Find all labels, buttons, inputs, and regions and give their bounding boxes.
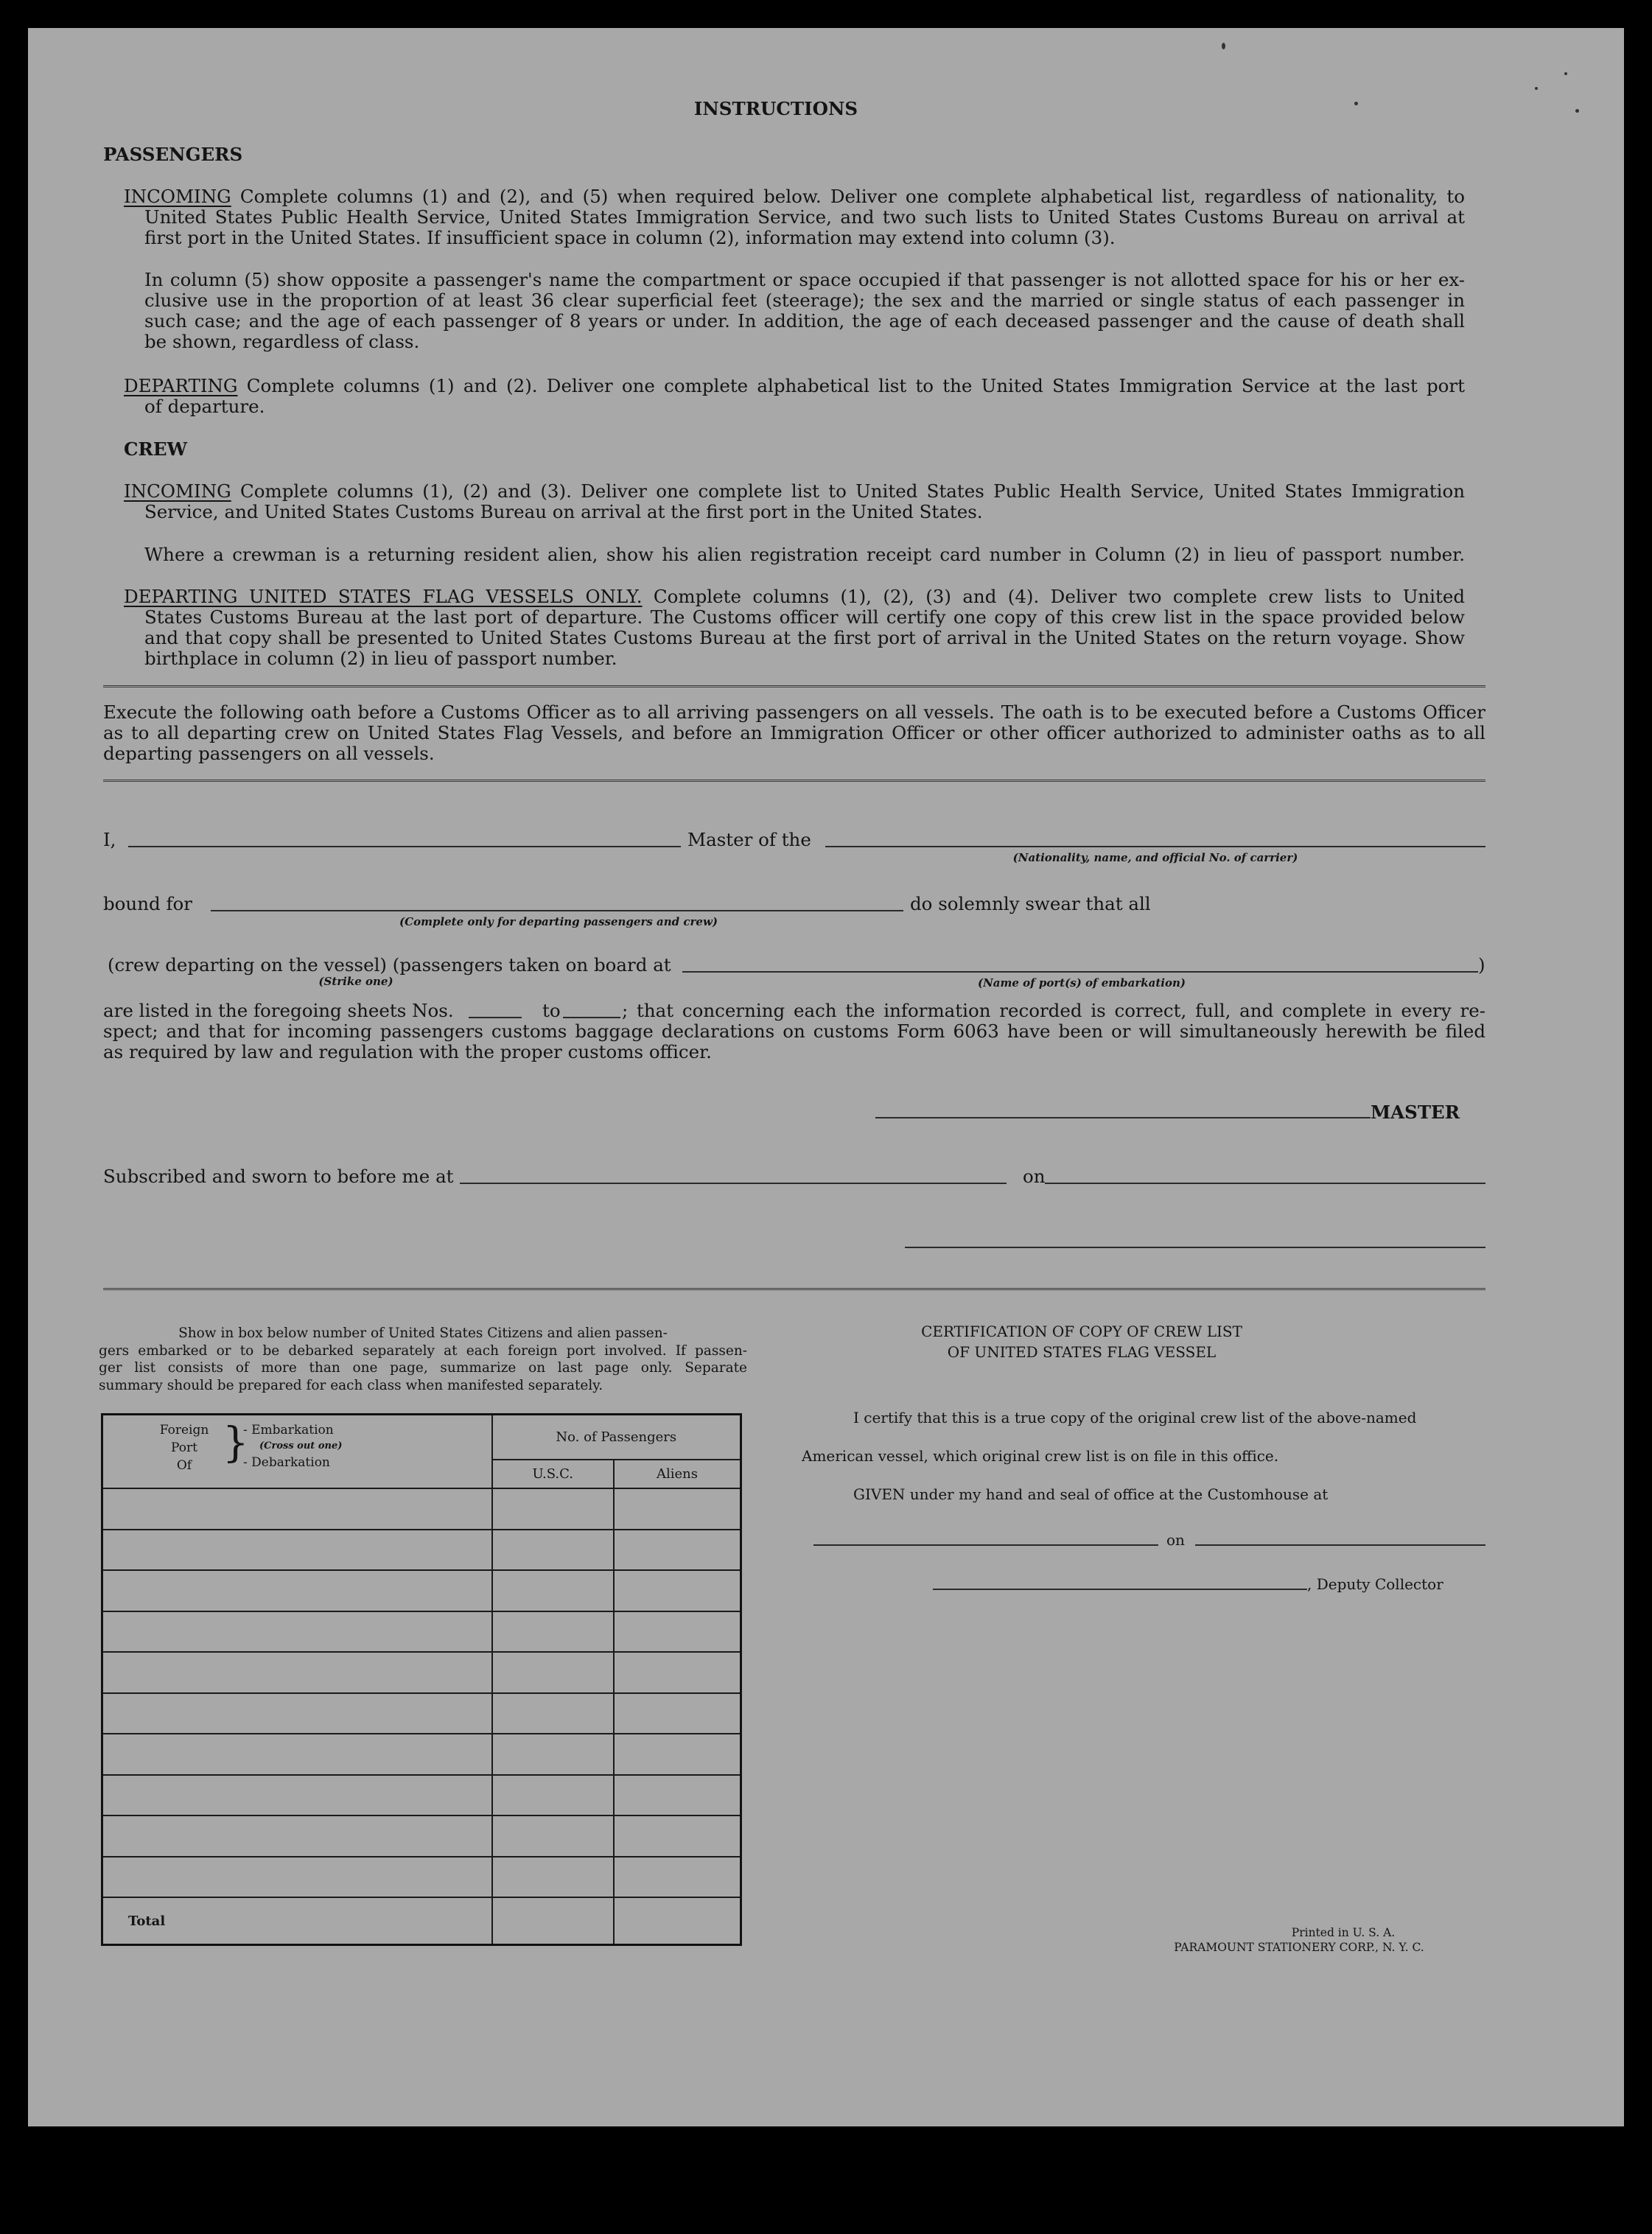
divider [103, 685, 1485, 690]
scan-speck [1564, 72, 1567, 75]
port-cell[interactable] [102, 1734, 492, 1775]
total-label: Total [102, 1897, 492, 1945]
oath-instruction-line: as to all departing crew on United States Flag Vessels, and before an Immigration Officer or other officer authorized to administer oaths as to all [103, 722, 1485, 743]
flag-line: and that copy shall be presented to United States Customs Bureau at the first port of arrival in the United States on the return voyage. Show [144, 627, 1465, 648]
table-row [102, 1530, 741, 1571]
aliens-cell[interactable] [614, 1775, 741, 1816]
port-cell[interactable] [102, 1857, 492, 1898]
subscribed-label: Subscribed and sworn to before me at [103, 1166, 454, 1187]
table-row [102, 1611, 741, 1653]
flag-vessels-paragraph: DEPARTING UNITED STATES FLAG VESSELS ONLY. Complete columns (1), (2), (3) and (4). Deliver two complete crew lists to United [124, 586, 1466, 607]
table-row [102, 1857, 741, 1898]
aliens-cell[interactable] [614, 1611, 741, 1653]
listed-text: spect; and that for incoming passengers customs baggage declarations on customs Form 6063 have been or will simultaneously herewith be filed [103, 1020, 1485, 1042]
document-page [28, 28, 1624, 2126]
divider [103, 780, 1485, 784]
i-label: I, [103, 829, 116, 850]
master-signature-field[interactable] [875, 1117, 1371, 1118]
flag-line: States Customs Bureau at the last port of departure. The Customs officer will certify one copy of this crew list in the space provided below [144, 606, 1465, 628]
on-label: on [1023, 1166, 1046, 1187]
usc-cell[interactable] [492, 1693, 615, 1734]
col5-line: be shown, regardless of class. [144, 331, 420, 352]
nationality-caption: (Nationality, name, and official No. of carrier) [1012, 851, 1298, 864]
aliens-cell[interactable] [614, 1530, 741, 1571]
instructions-heading: INSTRUCTIONS [693, 98, 858, 119]
port-field[interactable] [682, 971, 1478, 973]
master-of-label: Master of the [687, 829, 811, 850]
incoming-line: United States Public Health Service, United States Immigration Service, and two such lists to United States Customs Bureau on arrival at [144, 206, 1465, 228]
cert-date-field[interactable] [1195, 1544, 1485, 1546]
total-aliens-cell[interactable] [614, 1897, 741, 1945]
sheet-from-field[interactable] [469, 1017, 522, 1018]
deputy-signature-field[interactable] [933, 1589, 1307, 1590]
usc-header: U.S.C. [492, 1460, 615, 1488]
port-cell[interactable] [102, 1570, 492, 1611]
usc-cell[interactable] [492, 1488, 615, 1530]
passenger-summary-table [101, 1413, 742, 1946]
of-label: Of [176, 1458, 192, 1473]
listed-to: to [542, 1000, 561, 1021]
port-cell[interactable] [102, 1611, 492, 1653]
bound-for-label: bound for [103, 893, 192, 914]
flag-line: birthplace in column (2) in lieu of passport number. [144, 648, 617, 669]
aliens-cell[interactable] [614, 1570, 741, 1611]
given-line: GIVEN under my hand and seal of office at the Customhouse at [853, 1485, 1329, 1503]
table-row [102, 1775, 741, 1816]
departing-line: of departure. [144, 396, 265, 417]
certification-title: CERTIFICATION OF COPY OF CREW LIST OF UNITED STATES FLAG VESSEL [921, 1323, 1242, 1361]
crew-incoming-paragraph: INCOMING Complete columns (1), (2) and (3). Deliver one complete list to United States Public Health Service, United States Immigration [124, 480, 1466, 502]
scan-speck [1535, 87, 1538, 90]
scan-speck [1575, 109, 1579, 113]
carrier-field[interactable] [825, 846, 1485, 847]
sheet-to-field[interactable] [563, 1017, 620, 1018]
table-row [102, 1815, 741, 1857]
col5-line: In column (5) show opposite a passenger's name the compartment or space occupied if that passenger is not allotted space for his or her ex- [144, 269, 1465, 290]
crew-heading: CREW [124, 438, 188, 460]
aliens-cell[interactable] [614, 1734, 741, 1775]
certify-line: American vessel, which original crew list is on file in this office. [802, 1447, 1279, 1465]
sworn-date-field[interactable] [1045, 1183, 1485, 1184]
crewman-line: Where a crewman is a returning resident alien, show his alien registration receipt card number in Column (2) in lieu of passport number. [144, 544, 1465, 565]
usc-cell[interactable] [492, 1611, 615, 1653]
usc-cell[interactable] [492, 1775, 615, 1816]
table-row [102, 1693, 741, 1734]
deputy-collector-label: , Deputy Collector [1307, 1575, 1443, 1593]
master-label: MASTER [1371, 1102, 1460, 1123]
passengers-heading: PASSENGERS [103, 144, 243, 165]
table-row [102, 1734, 741, 1775]
usc-cell[interactable] [492, 1652, 615, 1693]
crew-departing-label: (crew departing on the vessel) (passengers taken on board at [108, 954, 671, 976]
usc-cell[interactable] [492, 1570, 615, 1611]
oath-instruction-line: departing passengers on all vessels. [103, 743, 435, 764]
printer-imprint: Printed in U. S. A. PARAMOUNT STATIONERY CORP., N. Y. C. [1174, 1926, 1424, 1954]
table-row [102, 1570, 741, 1611]
port-cell[interactable] [102, 1530, 492, 1571]
no-of-passengers-header: No. of Passengers [492, 1415, 741, 1460]
brace-icon: } [223, 1419, 249, 1467]
total-usc-cell[interactable] [492, 1897, 615, 1945]
passengers-incoming-paragraph: INCOMING Complete columns (1) and (2), and (5) when required below. Deliver one complete alphabetical list, regardless of nationality, to [124, 186, 1465, 207]
table-row [102, 1488, 741, 1530]
col5-line: clusive use in the proportion of at least 36 clear superficial feet (steerage); the sex and the married or single status of each passenger in [144, 290, 1465, 311]
divider [103, 1288, 1485, 1292]
port-cell[interactable] [102, 1652, 492, 1693]
aliens-cell[interactable] [614, 1652, 741, 1693]
usc-cell[interactable] [492, 1530, 615, 1571]
incoming-label: INCOMING [124, 186, 231, 207]
crew-incoming-line: Service, and United States Customs Bureau on arrival at the first port in the United States. [144, 501, 983, 522]
oath-instruction-line: Execute the following oath before a Customs Officer as to all arriving passengers on all vessels. The oath is to be executed before a Customs Officer [103, 701, 1485, 723]
complete-only-caption: (Complete only for departing passengers and crew) [399, 915, 718, 928]
incoming-line: first port in the United States. If insufficient space in column (2), information may extend into column (3). [144, 227, 1116, 248]
usc-cell[interactable] [492, 1857, 615, 1898]
swear-label: do solemnly swear that all [910, 893, 1151, 914]
port-label: Port [171, 1440, 197, 1455]
aliens-cell[interactable] [614, 1857, 741, 1898]
usc-cell[interactable] [492, 1815, 615, 1857]
flag-vessels-label: DEPARTING UNITED STATES FLAG VESSELS ONLY. [124, 586, 643, 607]
listed-text: are listed in the foregoing sheets Nos. [103, 1000, 454, 1021]
port-caption: (Name of port(s) of embarkation) [978, 976, 1186, 990]
total-row [102, 1897, 741, 1945]
certify-line: I certify that this is a true copy of the original crew list of the above-named [853, 1409, 1417, 1426]
table-row [102, 1652, 741, 1693]
cert-on-label: on [1166, 1531, 1185, 1549]
aliens-cell[interactable] [614, 1815, 741, 1857]
scan-speck [1222, 43, 1225, 49]
listed-text: as required by law and regulation with the proper customs officer. [103, 1041, 712, 1062]
listed-text: ; that concerning each the information recorded is correct, full, and complete in every re- [622, 1000, 1485, 1021]
crew-incoming-label: INCOMING [124, 480, 231, 502]
col5-line: such case; and the age of each passenger of 8 years or under. In addition, the age of each deceased passenger and the cause of death shall [144, 310, 1465, 332]
departing-label: DEPARTING [124, 375, 238, 396]
port-cell[interactable] [102, 1693, 492, 1734]
foreign-label: Foreign [159, 1423, 209, 1438]
cross-out-caption: (Cross out one) [259, 1440, 343, 1452]
aliens-cell[interactable] [614, 1693, 741, 1734]
port-header-cell [102, 1415, 492, 1489]
summary-note: Show in box below number of United States Citizens and alien passen- gers embarked or to be debarked separately at each foreign port involved. If passen- ger list consists of more than one page, summarize on last page only. Separate summary should be prepared for each class when manifested separately. [99, 1326, 747, 1393]
passengers-departing-paragraph: DEPARTING Complete columns (1) and (2). Deliver one complete alphabetical list to the United States Immigration Service at the last port [124, 375, 1465, 396]
bound-for-field[interactable] [211, 910, 903, 911]
port-cell[interactable] [102, 1775, 492, 1816]
close-paren: ) [1478, 954, 1485, 976]
usc-cell[interactable] [492, 1734, 615, 1775]
port-cell[interactable] [102, 1488, 492, 1530]
aliens-cell[interactable] [614, 1488, 741, 1530]
master-name-field[interactable] [128, 846, 681, 847]
sworn-place-field[interactable] [460, 1183, 1007, 1184]
embarkation-label: - Embarkation [243, 1423, 334, 1438]
customhouse-field[interactable] [813, 1544, 1158, 1546]
officer-signature-field[interactable] [905, 1247, 1485, 1248]
aliens-header: Aliens [614, 1460, 741, 1488]
strike-one-caption: (Strike one) [318, 975, 393, 988]
debarkation-label: - Debarkation [243, 1455, 330, 1470]
port-cell[interactable] [102, 1815, 492, 1857]
